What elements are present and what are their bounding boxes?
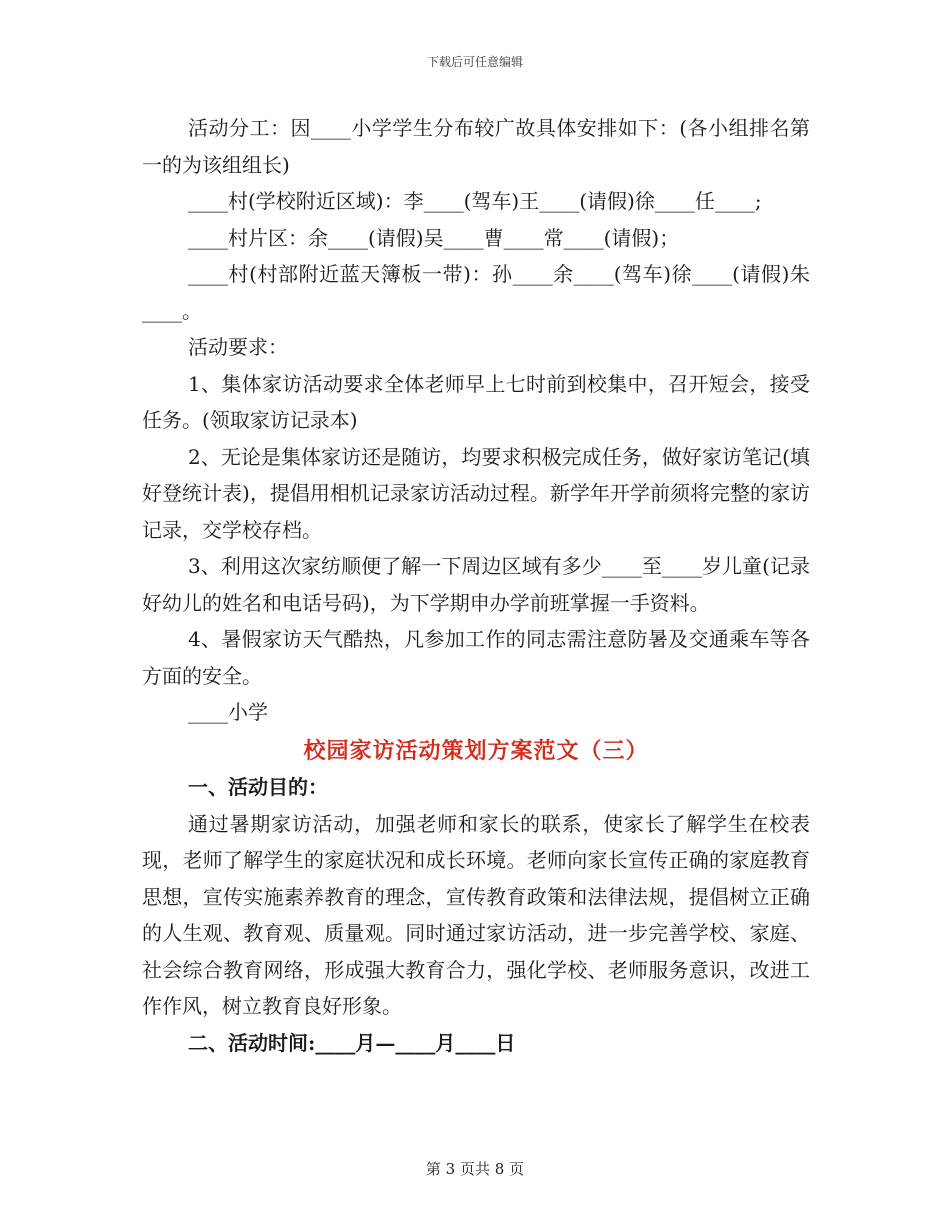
section-title: 校园家访活动策划方案范文（三） — [303, 737, 649, 764]
paragraph-group-1: ____村(学校附近区域)：李____(驾车)王____(请假)徐____任____; — [188, 189, 762, 213]
school-signature: ____小学 — [188, 700, 268, 724]
requirements-heading: 活动要求： — [188, 335, 288, 359]
document-body — [142, 110, 810, 1061]
heading-purpose: 一、活动目的： — [188, 775, 328, 799]
requirement-3: 3、利用这次家纺顺便了解一下周边区域有多少____至____岁儿童(记录好幼儿的姓名和电话号码)，为下学期申办学前班掌握一手资料。 — [142, 554, 810, 615]
purpose-body: 通过暑期家访活动，加强老师和家长的联系，使家长了解学生在校表现，老师了解学生的家庭状况和成长环境。老师向家长宣传正确的家庭教育思想，宣传实施素养教育的理念，宣传教育政策和法律法规，提倡树立正确的人生观、教育观、质量观。同时通过家访活动，进一步完善学校、家庭、社会综合教育网络，形成强大教育合力，强化学校、老师服务意识，改进工作作风，树立教育良好形象。 — [142, 811, 810, 1018]
requirement-1: 1、集体家访活动要求全体老师早上七时前到校集中，召开短会，接受任务。(领取家访记录本) — [142, 371, 810, 432]
heading-time: 二、活动时间:____月—____月____日 — [188, 1030, 516, 1055]
requirement-2: 2、无论是集体家访还是随访，均要求积极完成任务，做好家访笔记(填好登统计表)，提倡用相机记录家访活动过程。新学年开学前须将完整的家访记录，交学校存档。 — [142, 444, 810, 542]
paragraph-division: 活动分工：因____小学学生分布较广故具体安排如下：(各小组排名第一的为该组组长) — [142, 116, 810, 177]
page-footer: 第 3 页共 8 页 — [425, 1160, 525, 1178]
page-header: 下载后可任意编辑 — [426, 55, 523, 69]
paragraph-group-2: ____村片区：余____(请假)吴____曹____常____(请假)； — [188, 225, 680, 250]
paragraph-group-3: ____村(村部附近蓝天簿板一带)：孙____余____(驾车)徐____(请假)朱____。 — [142, 262, 810, 323]
requirement-4: 4、暑假家访天气酷热，凡参加工作的同志需注意防暑及交通乘车等各方面的安全。 — [142, 627, 810, 688]
